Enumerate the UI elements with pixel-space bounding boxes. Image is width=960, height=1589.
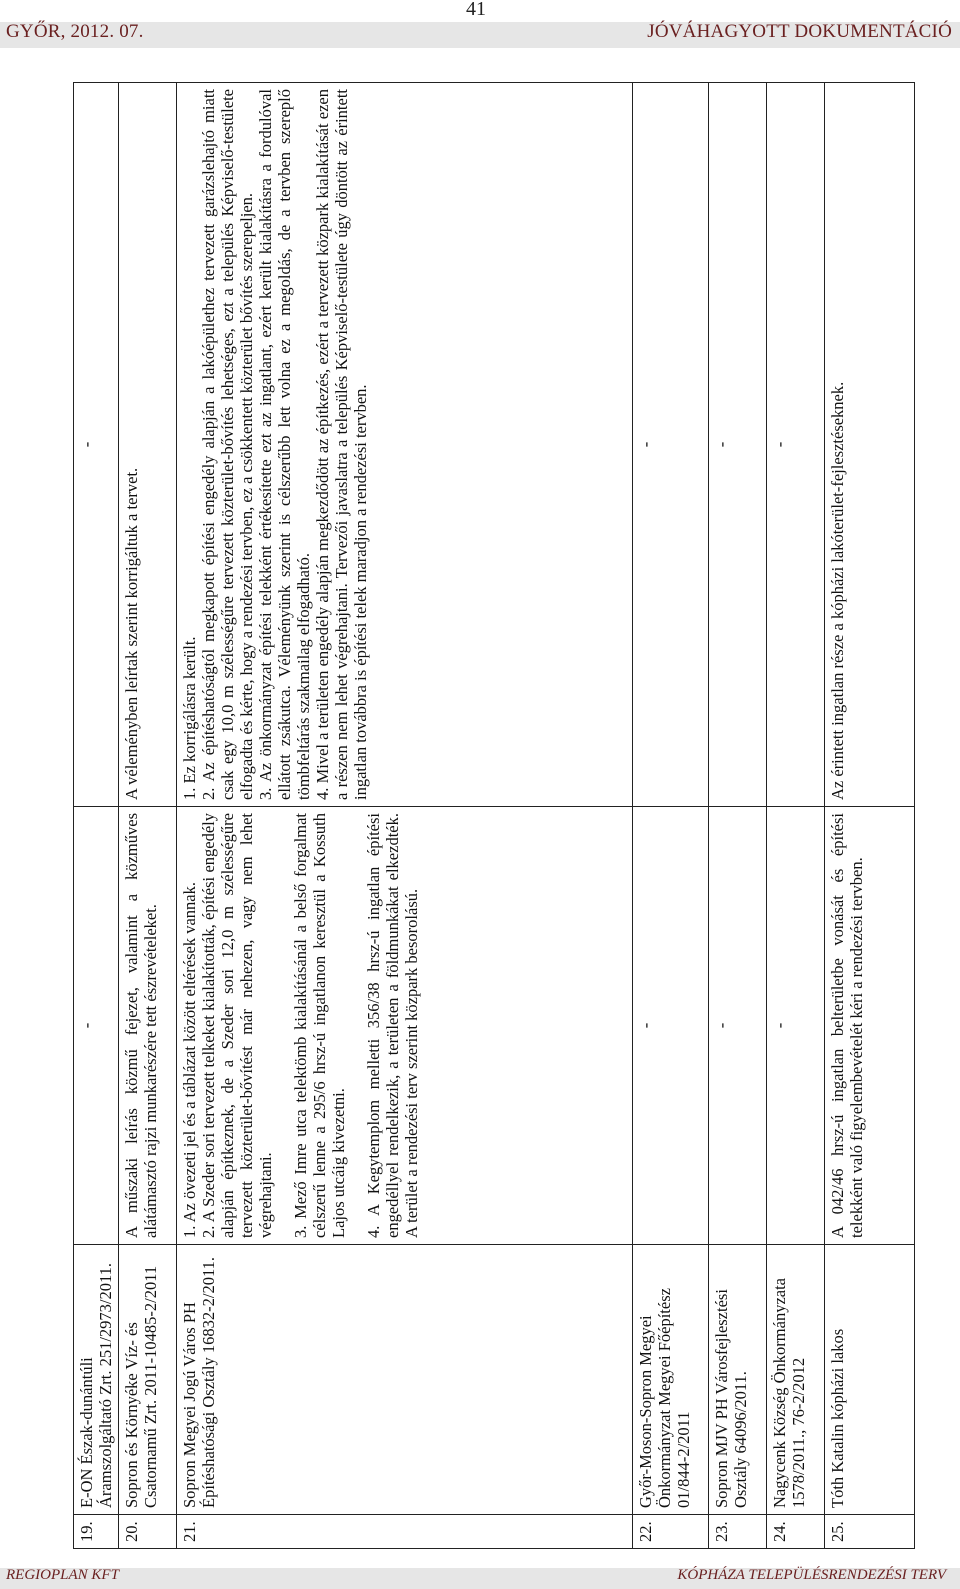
row-answer (74, 83, 119, 807)
request-paragraph: A műszaki leírás közmű fejezet, valamint a közműves alátámasztó rajzi munkarészére tett észrevételeket. (122, 813, 160, 1238)
header-right-text: JÓVÁHAGYOTT DOKUMENTÁCIÓ (647, 21, 952, 42)
row-number: 20. (119, 1515, 177, 1549)
row-request (825, 807, 915, 1245)
answer-paragraph: - (712, 441, 731, 448)
row-answer (177, 83, 633, 807)
table-row (633, 83, 709, 1549)
request-paragraph: - (636, 1022, 655, 1029)
row-answer (825, 83, 915, 807)
row-number: 19. (74, 1515, 119, 1549)
request-paragraph: 3. Mező Imre utca telektömb kialakításánál a belső forgalmat célszerű lenne a 295/6 hrsz-ú ingatlanon keresztül a Kossuth Lajos utcáig kivezetni. (291, 813, 348, 1238)
answer-paragraph: - (636, 441, 655, 448)
answer-paragraph: 2. Az építéshatóságtól megkapott építési engedély alapján a lakóépülethez tervezett garázslehajtó miatt csak egy 10,0 m szélességűre tervezett közterület-bővítés lehetséges, ezt a település Képviselő-testülete elfogadta és kérte, hogy a rendezési tervben, ez a csökkentett közterület bővítés szerepeljen. (199, 89, 256, 800)
row-sender: Tóth Katalin kópházi lakos (825, 1245, 915, 1515)
row-sender: Sopron Megyei Jogú Város PH Építéshatósági Osztály 16832-2/2011. (177, 1245, 633, 1515)
row-answer (633, 83, 709, 807)
table-row (119, 83, 177, 1549)
request-paragraph: 1. Az övezeti jel és a táblázat között eltérések vannak. (180, 882, 199, 1238)
answer-paragraph: 3. Az önkormányzat építési telekként értékesítette ezt az ingatlant, ezért került kialakításra a fordulóval ellátott zsákutca. Véleményünk szerint is célszerűbb lett volna ez a megoldás, de a tervben szereplő tömbfeltárás szakmailag elfogadható. (256, 89, 313, 800)
answer-paragraph: Az érintett ingatlan része a kópházi lakóterület-fejlesztéseknek. (828, 381, 847, 800)
request-paragraph: A 042/46 hrsz-ú ingatlan belterületbe vonását és építési telekként való figyelembevételét kéri a rendezési tervben. (828, 813, 866, 1238)
rotated-table-container (73, 83, 905, 1549)
answer-paragraph: 1. Ez korrigálásra került. (180, 636, 199, 800)
request-paragraph: - (77, 1022, 96, 1029)
row-number: 22. (633, 1515, 709, 1549)
request-paragraph: - (712, 1022, 731, 1029)
row-number: 25. (825, 1515, 915, 1549)
row-number: 21. (177, 1515, 633, 1549)
page-number: 41 (466, 0, 486, 20)
row-request (709, 807, 767, 1245)
table-row (709, 83, 767, 1549)
table-row (825, 83, 915, 1549)
row-request (177, 807, 633, 1245)
row-answer (119, 83, 177, 807)
answer-paragraph: 4. Mivel a területen engedély alapján megkezdődött az építkezés, ezért a tervezett közpark kialakítását ezen a részen nem lehet végrehajtani. Tervezői javaslatra a település Képviselő-testülete úgy döntött az érintett ingatlan továbbra is építési telek maradjon a rendezési tervben. (313, 89, 370, 800)
row-request (119, 807, 177, 1245)
row-request (74, 807, 119, 1245)
answer-paragraph: - (770, 441, 789, 448)
request-paragraph: 2. A Szeder sori tervezett telkeket kialakították, építési engedély alapján építkeznek, de a Szeder sori 12,0 m szélességűre tervezett közterület-bővítést már nehezen, vagy nem lehet végrehajtani. (199, 813, 275, 1238)
footer-left-text: REGIOPLAN KFT (6, 1567, 119, 1583)
table-row (74, 83, 119, 1549)
answer-paragraph: A véleményben leírtak szerint korrigáltuk a tervet. (122, 467, 141, 800)
row-number: 23. (709, 1515, 767, 1549)
answer-paragraph: - (77, 441, 96, 448)
header-left-text: GYŐR, 2012. 07. (6, 21, 144, 42)
row-sender: Sopron és Környéke Víz- és Csatornamű Zrt. 2011-10485-2/2011 (119, 1245, 177, 1515)
row-request (767, 807, 825, 1245)
table-row (767, 83, 825, 1549)
opinions-table (73, 82, 915, 1549)
request-paragraph: 4. A Kegytemplom melletti 356/38 hrsz-ú ingatlan építési engedéllyel rendelkezik, a területen a földmunkákat elkezdték. A terület a rendezési terv szerint közpark besorolású. (364, 813, 421, 1238)
row-sender: Sopron MJV PH Városfejlesztési Osztály 64096/2011. (709, 1245, 767, 1515)
row-answer (767, 83, 825, 807)
row-number: 24. (767, 1515, 825, 1549)
footer-right-text: KÓPHÁZA TELEPÜLÉSRENDEZÉSI TERV (677, 1567, 946, 1583)
row-answer (709, 83, 767, 807)
row-sender: Győr-Moson-Sopron Megyei Önkormányzat Megyei Főépítész 01/844-2/2011 (633, 1245, 709, 1515)
row-sender: E-ON Észak-dunántúli Áramszolgáltató Zrt. 251/2973/2011. (74, 1245, 119, 1515)
row-request (633, 807, 709, 1245)
row-sender: Nagycenk Község Önkormányzata 1578/2011., 76-2/2012 (767, 1245, 825, 1515)
table-row (177, 83, 633, 1549)
request-paragraph: - (770, 1022, 789, 1029)
